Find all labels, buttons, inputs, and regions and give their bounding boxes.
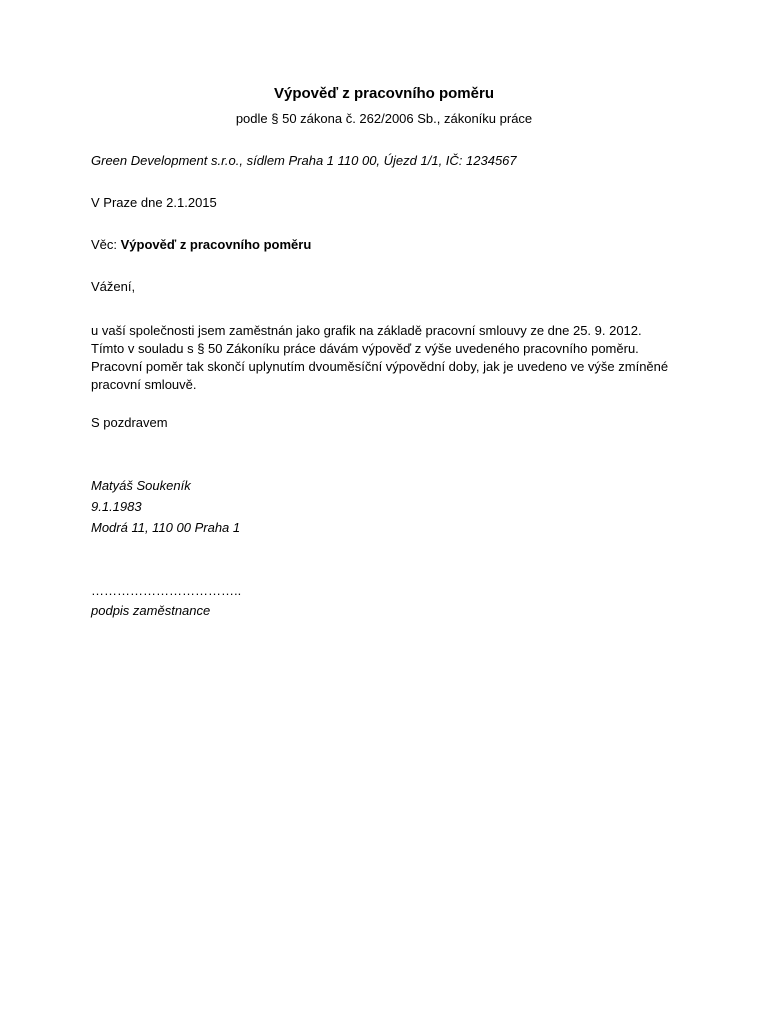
document-title: Výpověď z pracovního poměru [274,85,494,102]
document-subtitle: podle § 50 zákona č. 262/2006 Sb., zákoníku práce [235,111,533,126]
subject-value: Výpověď z pracovního poměru [120,237,312,252]
body-line: Pracovní poměr tak skončí uplynutím dvouměsíční výpovědní doby, jak je uvedeno ve výše zmíněné [91,359,669,374]
employee-address: Modrá 11, 110 00 Praha 1 [91,520,241,535]
signature-caption: podpis zaměstnance [91,603,211,618]
body-line: Tímto v souladu s § 50 Zákoníku práce dávám výpověď z výše uvedeného pracovního poměru. [91,341,639,356]
subject-line [91,236,691,254]
body-line: u vaší společnosti jsem zaměstnán jako grafik na základě pracovní smlouvy ze dne 25. 9. 2012. [91,323,642,338]
employee-birthdate: 9.1.1983 [91,499,142,514]
employee-name: Matyáš Soukeník [91,478,191,493]
signature-line: …………………………….. [91,583,242,598]
salutation: Vážení, [91,279,136,294]
subject-prefix: Věc: [91,237,121,252]
place-date: V Praze dne 2.1.2015 [91,195,217,210]
body-line: pracovní smlouvě. [91,377,197,392]
employer-info: Green Development s.r.o., sídlem Praha 1 110 00, Újezd 1/1, IČ: 1234567 [91,153,517,168]
closing: S pozdravem [91,415,168,430]
letter-body [91,322,691,394]
